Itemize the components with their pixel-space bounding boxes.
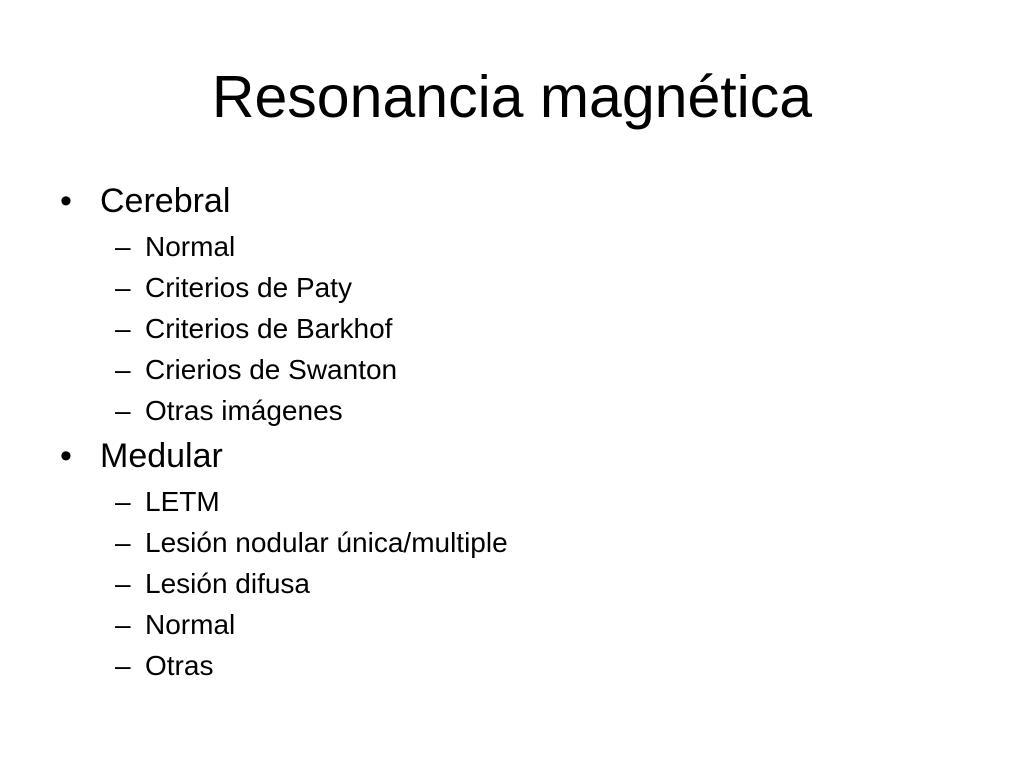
dash-icon: – [115, 313, 131, 344]
dash-icon: – [115, 609, 131, 640]
bullet-icon: • [60, 437, 72, 475]
dash-icon: – [115, 272, 131, 303]
dash-icon: – [115, 395, 131, 426]
sub-item [60, 308, 980, 349]
sub-item-label: LETM [145, 486, 220, 517]
dash-icon: – [115, 231, 131, 262]
sub-item [60, 481, 980, 522]
section-medular [60, 431, 980, 686]
sub-item-label: Lesión difusa [145, 568, 311, 599]
sub-item [60, 226, 980, 267]
sub-item [60, 267, 980, 308]
sub-item-label: Otras imágenes [145, 395, 343, 426]
section-cerebral [60, 176, 980, 431]
sub-item-label: Criterios de Paty [145, 272, 352, 303]
dash-icon: – [115, 486, 131, 517]
sub-item-label: Criterios de Barkhof [145, 313, 393, 344]
slide-title: Resonancia magnética [211, 64, 813, 130]
sub-item [60, 563, 980, 604]
sub-item [60, 645, 980, 686]
bullet-label: Cerebral [100, 182, 231, 220]
dash-icon: – [115, 568, 131, 599]
sub-item [60, 604, 980, 645]
dash-icon: – [115, 650, 131, 681]
bullet-item [60, 431, 980, 481]
sub-item-label: Otras [145, 650, 214, 681]
dash-icon: – [115, 527, 131, 558]
sub-list [60, 481, 980, 686]
sub-item [60, 390, 980, 431]
sub-item-label: Lesión nodular única/multiple [145, 527, 508, 558]
sub-list [60, 226, 980, 431]
bullet-item [60, 176, 980, 226]
sub-item-label: Normal [145, 231, 236, 262]
sub-item [60, 522, 980, 563]
bullet-content [60, 176, 980, 686]
bullet-label: Medular [100, 437, 223, 475]
dash-icon: – [115, 354, 131, 385]
sub-item-label: Normal [145, 609, 236, 640]
sub-item-label: Crierios de Swanton [145, 354, 398, 385]
sub-item [60, 349, 980, 390]
bullet-icon: • [60, 182, 72, 220]
